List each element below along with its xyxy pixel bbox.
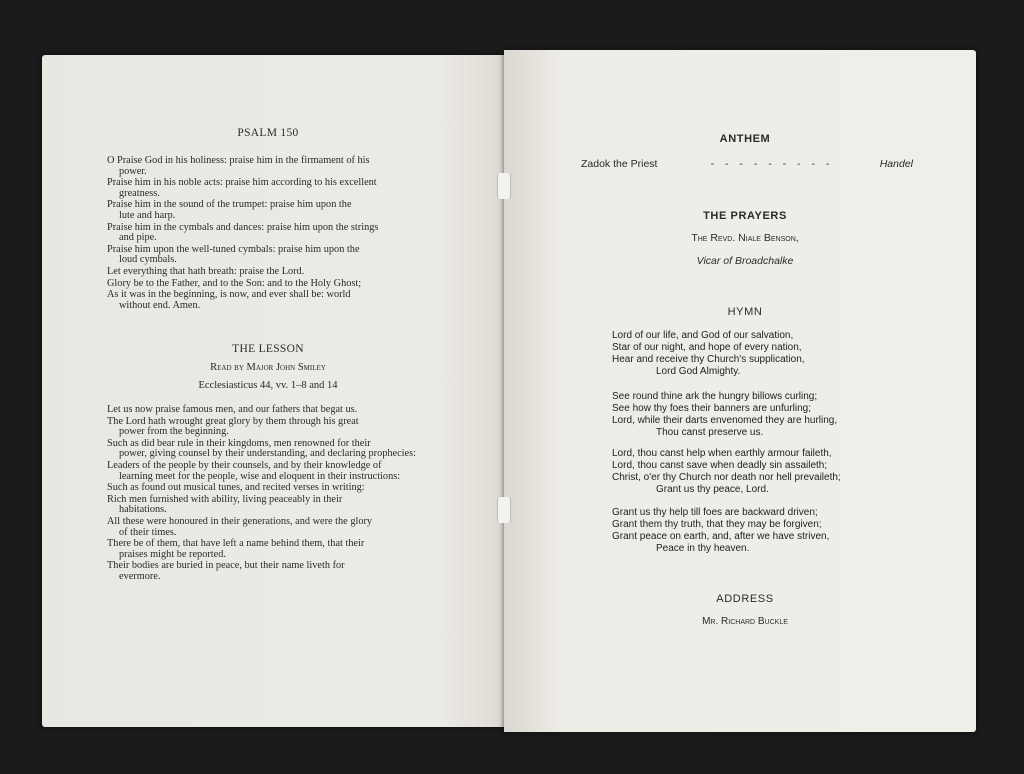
hymn-line: Lord of our life, and God of our salvation, — [612, 330, 794, 341]
verse — [107, 200, 429, 221]
hymn-line: Grant us thy help till foes are backward driven; — [612, 507, 818, 518]
verse-text: Praise him in his noble acts: praise him according to his excellent — [107, 177, 377, 189]
hymn-line: Lord, thou canst help when earthly armour faileth, — [612, 448, 832, 459]
verse-text: Let everything that hath breath: praise the Lord. — [107, 265, 305, 277]
verse-continuation: and pipe. — [119, 232, 157, 244]
address-speaker: Mr. Richard Buckle — [702, 616, 788, 627]
verse-text: O Praise God in his holiness: praise him in the firmament of his — [107, 155, 370, 166]
verse — [107, 279, 429, 290]
hymn-line: Lord, thou canst save when deadly sin assaileth; — [612, 460, 828, 471]
verse-text: Praise him in the cymbals and dances: praise him upon the strings — [107, 221, 379, 233]
verse-text: Praise him upon the well-tuned cymbals: praise him upon the — [107, 243, 360, 255]
verse-continuation: praises might be reported. — [119, 548, 226, 560]
anthem-leader-dots: - - - - - - - - - — [710, 158, 834, 170]
verse-continuation: greatness. — [119, 187, 160, 199]
hymn-line: Hear and receive thy Church's supplication, — [612, 354, 805, 365]
verse-text: As it was in the beginning, is now, and ever shall be: world — [107, 289, 351, 301]
verse-text: There be of them, that have left a name behind them, that their — [107, 538, 365, 550]
verse-text: Their bodies are buried in peace, but their name liveth for — [107, 560, 345, 572]
verse — [107, 517, 429, 538]
lesson-title: THE LESSON — [232, 343, 304, 355]
prayers-leader: The Revd. Niale Benson, — [691, 232, 799, 244]
verse-continuation: lute and harp. — [119, 209, 176, 221]
verse-continuation: habitations. — [119, 504, 167, 516]
verse-continuation: without end. Amen. — [119, 299, 201, 311]
hymn-line: See round thine ark the hungry billows curling; — [612, 391, 818, 402]
verse — [107, 223, 429, 244]
verse-continuation: power from the beginning. — [119, 426, 229, 438]
verse — [107, 483, 429, 494]
psalm-title: PSALM 150 — [237, 127, 299, 139]
hymn-line: See how thy foes their banners are unfurling; — [612, 403, 812, 414]
lesson-verses — [107, 405, 429, 584]
verse-continuation: evermore. — [119, 570, 161, 582]
verse-continuation: of their times. — [119, 526, 177, 538]
verse — [107, 539, 429, 560]
verse — [107, 461, 429, 482]
anthem-piece: Zadok the Priest — [581, 158, 658, 170]
verse-continuation: learning meet for the people, wise and eloquent in their instructions: — [119, 470, 401, 482]
hymn-line: Thou canst preserve us. — [656, 427, 764, 438]
verse-text: The Lord hath wrought great glory by them through his great — [107, 415, 359, 427]
verse — [107, 439, 429, 460]
verse — [107, 405, 429, 416]
staple-hole-bottom — [497, 497, 511, 523]
verse-text: Leaders of the people by their counsels, and by their knowledge of — [107, 459, 382, 471]
verse-text: Such as found out musical tunes, and recited verses in writing: — [107, 482, 365, 494]
verse-text: All these were honoured in their generations, and were the glory — [107, 515, 373, 527]
verse — [107, 290, 429, 311]
hymn-line: Star of our night, and hope of every nation, — [612, 342, 802, 353]
lesson-reference: Ecclesiasticus 44, vv. 1–8 and 14 — [198, 380, 338, 391]
hymn-line: Grant them thy truth, that they may be forgiven; — [612, 519, 822, 530]
verse-continuation: loud cymbals. — [119, 254, 177, 266]
hymn-line: Lord, while their darts envenomed they are hurling, — [612, 415, 838, 426]
verse — [107, 178, 429, 199]
anthem-composer: Handel — [879, 158, 913, 170]
verse-continuation: power, giving counsel by their understanding, and declaring prophecies: — [119, 448, 416, 460]
prayers-role: Vicar of Broadchalke — [696, 255, 794, 267]
verse-text: Praise him in the sound of the trumpet: praise him upon the — [107, 199, 352, 211]
verse — [107, 156, 429, 177]
hymn-stanza-1 — [612, 330, 805, 378]
hymn-line: Lord God Almighty. — [656, 366, 741, 377]
staple-hole-top — [497, 173, 511, 199]
verse — [107, 417, 429, 438]
hymn-stanza-4 — [612, 507, 829, 555]
hymn-stanza-2 — [612, 391, 837, 439]
verse — [107, 267, 429, 278]
hymn-line: Grant us thy peace, Lord. — [656, 484, 769, 495]
verse-text: Such as did bear rule in their kingdoms, men renowned for their — [107, 437, 371, 449]
verse-text: Glory be to the Father, and to the Son: and to the Holy Ghost; — [107, 277, 362, 289]
address-title: ADDRESS — [716, 593, 774, 605]
hymn-line: Christ, o'er thy Church nor death nor hell prevaileth; — [612, 472, 841, 483]
hymn-line: Peace in thy heaven. — [656, 543, 750, 554]
hymn-line: Grant peace on earth, and, after we have striven, — [612, 531, 830, 542]
prayers-title: THE PRAYERS — [703, 210, 787, 222]
lesson-reader: Read by Major John Smiley — [210, 362, 326, 373]
verse-text: Let us now praise famous men, and our fathers that begat us. — [107, 404, 358, 415]
anthem-title: ANTHEM — [719, 133, 771, 145]
psalm-verses — [107, 156, 429, 312]
hymn-stanza-3 — [612, 448, 841, 496]
verse — [107, 245, 429, 266]
verse-text: Rich men furnished with ability, living peaceably in their — [107, 493, 343, 505]
verse — [107, 495, 429, 516]
verse — [107, 561, 429, 582]
hymn-title: HYMN — [727, 306, 763, 318]
verse-continuation: power. — [119, 165, 147, 177]
anthem-line — [581, 158, 913, 170]
